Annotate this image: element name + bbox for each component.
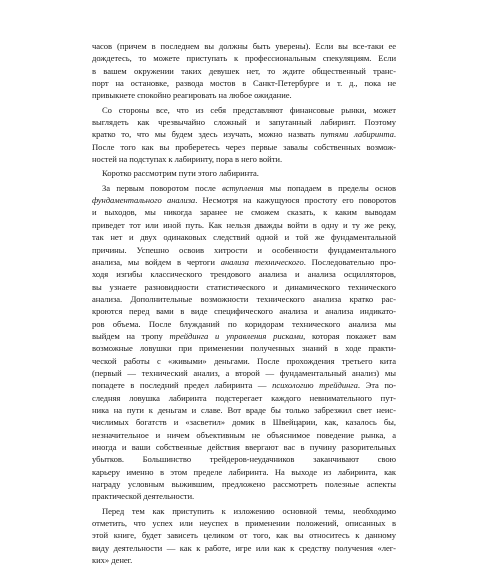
text-line bbox=[92, 305, 396, 317]
text-line bbox=[92, 116, 396, 128]
text-line bbox=[92, 182, 396, 194]
text-line bbox=[92, 65, 396, 77]
text-run: незначительное и ничем объективным не объяснимое поведение рынка, а bbox=[92, 429, 396, 440]
text-line bbox=[92, 379, 396, 391]
text-run: дождетесь, то можете приступать к профессиональным спекуляциям. Если bbox=[92, 53, 396, 64]
text-line bbox=[92, 490, 396, 502]
text-line bbox=[92, 231, 396, 243]
text-run: ческой работы с «живыми» деньгами. После прохождения третьего кита bbox=[92, 355, 396, 366]
text-run: кроются перед вами в виде специфического анализа и анализа индикато- bbox=[92, 306, 396, 317]
text-line bbox=[92, 104, 396, 116]
italic-term: путями лабиринта bbox=[320, 129, 394, 140]
text-run: ких» денег. bbox=[92, 555, 133, 566]
text-line bbox=[92, 529, 396, 541]
text-line bbox=[92, 404, 396, 416]
text-run: ностей на подступах к лабиринту, пора в него войти. bbox=[92, 154, 283, 165]
text-run: За первым поворотом после bbox=[102, 182, 223, 193]
text-run: привыкнете спокойно реагировать на любое ожидание. bbox=[92, 90, 292, 101]
text-line bbox=[92, 52, 396, 64]
text-line bbox=[92, 77, 396, 89]
text-line bbox=[92, 342, 396, 354]
italic-term: психологию трейдинга bbox=[272, 380, 358, 391]
text-run: часов (причем в последнем вы должны быть уверены). Если вы все-таки ее bbox=[92, 41, 396, 51]
text-run: (первый — технический анализ, а второй — фундаментальный анализ) мы bbox=[92, 367, 396, 378]
text-run: анализа, мы войдем в чертоги bbox=[92, 256, 221, 267]
text-run: карьеру именно в этом пределе лабиринта. На выходе из лабиринта, как bbox=[92, 466, 396, 477]
text-run: приведет тот или иной путь. Как нельзя дважды войти в одну и ту же реку, bbox=[92, 219, 396, 230]
text-line bbox=[92, 219, 396, 231]
text-run: ходя изгибы классического трендового анализа и анализа осцилляторов, bbox=[92, 269, 396, 280]
text-line bbox=[92, 40, 396, 52]
paragraph bbox=[92, 167, 396, 179]
text-line bbox=[92, 141, 396, 153]
text-line bbox=[92, 478, 396, 490]
paragraph bbox=[92, 40, 396, 102]
italic-term: трейдинга и управления рисками bbox=[169, 330, 304, 341]
text-run: иногда и ваши собственные действия ввергают вас в пучину разорительных bbox=[92, 442, 396, 452]
text-run: После того как вы проберетесь через первые завалы собственных возмож- bbox=[92, 141, 396, 152]
text-line bbox=[92, 330, 396, 342]
text-run: попадете в последний предел лабиринта — bbox=[92, 380, 273, 391]
text-line bbox=[92, 441, 396, 453]
text-line bbox=[92, 554, 396, 566]
text-line bbox=[92, 416, 396, 428]
text-run: , которая покажет вам bbox=[303, 330, 396, 341]
text-run: анализа. Дополнительные возможности технического анализа кратко рас- bbox=[92, 293, 396, 304]
text-run: . bbox=[393, 129, 397, 140]
text-line bbox=[92, 268, 396, 280]
text-run: практической деятельности. bbox=[92, 491, 195, 502]
text-line bbox=[92, 429, 396, 441]
text-run: следняя ловушка лабиринта подстерегает каждого невнимательного пут- bbox=[92, 392, 396, 403]
text-line bbox=[92, 194, 396, 206]
text-line bbox=[92, 167, 396, 179]
text-run: причины. Успешно освоив хитрости и особенности фундаментального bbox=[92, 244, 396, 255]
text-run: возможные ловушки при применении полученных знаний в ходе практи- bbox=[92, 343, 396, 354]
text-line bbox=[92, 318, 396, 330]
text-line bbox=[92, 367, 396, 379]
paragraph bbox=[92, 104, 396, 166]
text-run: числимых богатств и «засветил» домик в Швейцарии, как, казалось бы, bbox=[92, 417, 396, 428]
body-text bbox=[92, 40, 396, 568]
italic-term: вступления bbox=[222, 182, 264, 193]
text-run: и выходов, мы никогда заранее не сможем сказать, к каким выводам bbox=[92, 207, 396, 218]
text-line bbox=[92, 466, 396, 478]
text-line bbox=[92, 453, 396, 465]
text-line bbox=[92, 128, 396, 140]
text-line bbox=[92, 355, 396, 367]
text-run: кратко то, что мы будем здесь изучать, можно назвать bbox=[92, 129, 321, 140]
text-run: . Эта по- bbox=[357, 380, 396, 391]
text-line bbox=[92, 517, 396, 529]
text-run: выглядеть как чрезвычайно сложный и запутанный лабиринт. Поэтому bbox=[92, 117, 396, 128]
text-run: Со стороны все, что из себя представляют финансовые рынки, может bbox=[102, 104, 396, 115]
text-run: ров объема. После блужданий по коридорам технического анализа мы bbox=[92, 318, 396, 329]
text-run: отметить, что успех или неуспех в применении положений, описанных в bbox=[92, 518, 396, 529]
text-line bbox=[92, 153, 396, 165]
text-run: ника на пути к деньгам и славе. Вот враде бы только забрезжил свет неис- bbox=[92, 404, 396, 415]
paragraph bbox=[92, 182, 396, 503]
text-run: этой книге, будет зависеть целиком от того, как вы относитесь к данному bbox=[92, 530, 396, 541]
text-run: Перед тем как приступить к изложению основной темы, необходимо bbox=[102, 505, 396, 516]
italic-term: анализа технического bbox=[220, 256, 304, 267]
text-line bbox=[92, 256, 396, 268]
text-run: убытков. Большинство трейдеров-неудачников заканчивают свою bbox=[92, 454, 396, 465]
text-line bbox=[92, 392, 396, 404]
text-run: Коротко рассмотрим пути этого лабиринта. bbox=[102, 168, 259, 179]
text-run: выйдем на тропу bbox=[92, 330, 170, 341]
text-line bbox=[92, 293, 396, 305]
text-line bbox=[92, 542, 396, 554]
italic-term: фундаментального анализа bbox=[92, 195, 196, 206]
text-line bbox=[92, 206, 396, 218]
text-run: . Последовательно про- bbox=[303, 256, 396, 267]
text-run: порт на остановке, развода мостов в Санкт-Петербурге и т. д., пока не bbox=[92, 78, 396, 89]
text-run: так нет и двух одинаковых следствий одной и той же фундаментальной bbox=[92, 232, 396, 243]
text-line bbox=[92, 89, 396, 101]
text-run: вы узнаете разновидности статистического и динамического технического bbox=[92, 281, 396, 292]
text-run: . Несмотря на кажущуюся простоту его поворотов bbox=[195, 195, 396, 206]
text-run: виду деятельности — как к работе, игре или как к средству получения «лег- bbox=[92, 542, 396, 553]
text-line bbox=[92, 244, 396, 256]
text-line bbox=[92, 505, 396, 517]
text-line bbox=[92, 281, 396, 293]
text-run: в вашем окружении таких девушек нет, то ждите общественный транс- bbox=[92, 65, 396, 76]
text-run: мы попадаем в пределы основ bbox=[263, 182, 396, 193]
paragraph bbox=[92, 505, 396, 567]
text-run: награду условным выжившим, предложено рассмотреть полезные аспекты bbox=[92, 479, 396, 490]
